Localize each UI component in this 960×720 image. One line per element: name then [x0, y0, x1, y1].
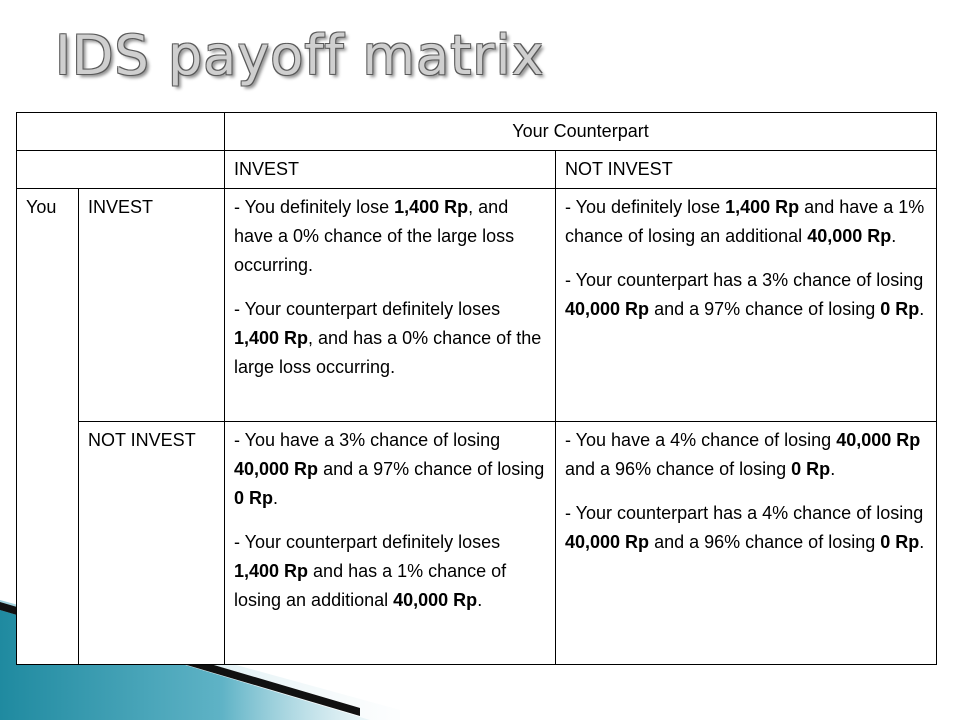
table-row: [17, 151, 937, 189]
counterpart-header: Your Counterpart: [225, 113, 937, 151]
cell-text: and a 96% chance of losing: [649, 532, 881, 552]
row-header-not-invest: NOT INVEST: [79, 422, 225, 665]
cell-text: .: [919, 299, 925, 319]
cell-not-invest-not-invest: [556, 422, 937, 665]
cell-text: .: [273, 488, 279, 508]
cell-paragraph: [565, 193, 927, 251]
cell-text: - Your counterpart has a 4% chance of losing: [565, 503, 924, 523]
col-header-not-invest: NOT INVEST: [556, 151, 937, 189]
table-row: [17, 113, 937, 151]
amount-text: 0 Rp: [880, 532, 920, 552]
cell-invest-invest: [225, 189, 556, 422]
cell-text: - You have a 4% chance of losing: [565, 430, 837, 450]
cell-text: and a 96% chance of losing: [565, 459, 792, 479]
slide-title: IDS payoff matrix: [55, 24, 545, 87]
cell-text: - You definitely lose: [565, 197, 726, 217]
cell-paragraph: [234, 528, 546, 615]
cell-paragraph: [565, 426, 927, 484]
amount-text: 40,000 Rp: [234, 459, 319, 479]
row-header-invest: INVEST: [79, 189, 225, 422]
amount-text: 40,000 Rp: [565, 532, 650, 552]
cell-paragraph: [234, 193, 546, 280]
cell-not-invest-invest: [225, 422, 556, 665]
cell-text: and have a 1% chance of losing an additional: [565, 197, 925, 246]
amount-text: 0 Rp: [880, 299, 920, 319]
amount-text: 40,000 Rp: [807, 226, 892, 246]
payoff-matrix-table: [16, 112, 937, 665]
cell-paragraph: [565, 266, 927, 324]
amount-text: 40,000 Rp: [836, 430, 921, 450]
cell-paragraph: [565, 499, 927, 557]
cell-text: - Your counterpart definitely loses: [234, 532, 501, 552]
cell-text: and a 97% chance of losing: [318, 459, 545, 479]
amount-text: 1,400 Rp: [234, 561, 309, 581]
cell-text: - Your counterpart definitely loses: [234, 299, 501, 319]
amount-text: 40,000 Rp: [393, 590, 478, 610]
cell-text: , and has a 0% chance of the large loss occurring.: [234, 328, 542, 377]
cell-text: - You definitely lose: [234, 197, 395, 217]
cell-text: .: [477, 590, 483, 610]
amount-text: 1,400 Rp: [725, 197, 800, 217]
cell-text: and a 97% chance of losing: [649, 299, 881, 319]
amount-text: 40,000 Rp: [565, 299, 650, 319]
col-header-invest: INVEST: [225, 151, 556, 189]
cell-text: , and have a 0% chance of the large loss occurring.: [234, 197, 515, 275]
amount-text: 1,400 Rp: [394, 197, 469, 217]
cell-invest-not-invest: [556, 189, 937, 422]
cell-text: and has a 1% chance of losing an additional: [234, 561, 507, 610]
cell-text: .: [891, 226, 897, 246]
amount-text: 0 Rp: [791, 459, 831, 479]
cell-paragraph: [234, 426, 546, 513]
cell-paragraph: [234, 295, 546, 382]
cell-text: .: [919, 532, 925, 552]
empty-corner-cell: [17, 113, 225, 151]
cell-text: - Your counterpart has a 3% chance of losing: [565, 270, 924, 290]
row-group-you: You: [17, 189, 79, 665]
table-row: [17, 422, 937, 665]
cell-text: - You have a 3% chance of losing: [234, 430, 501, 450]
amount-text: 1,400 Rp: [234, 328, 309, 348]
table-row: [17, 189, 937, 422]
cell-text: .: [830, 459, 836, 479]
empty-corner-cell: [17, 151, 225, 189]
amount-text: 0 Rp: [234, 488, 274, 508]
